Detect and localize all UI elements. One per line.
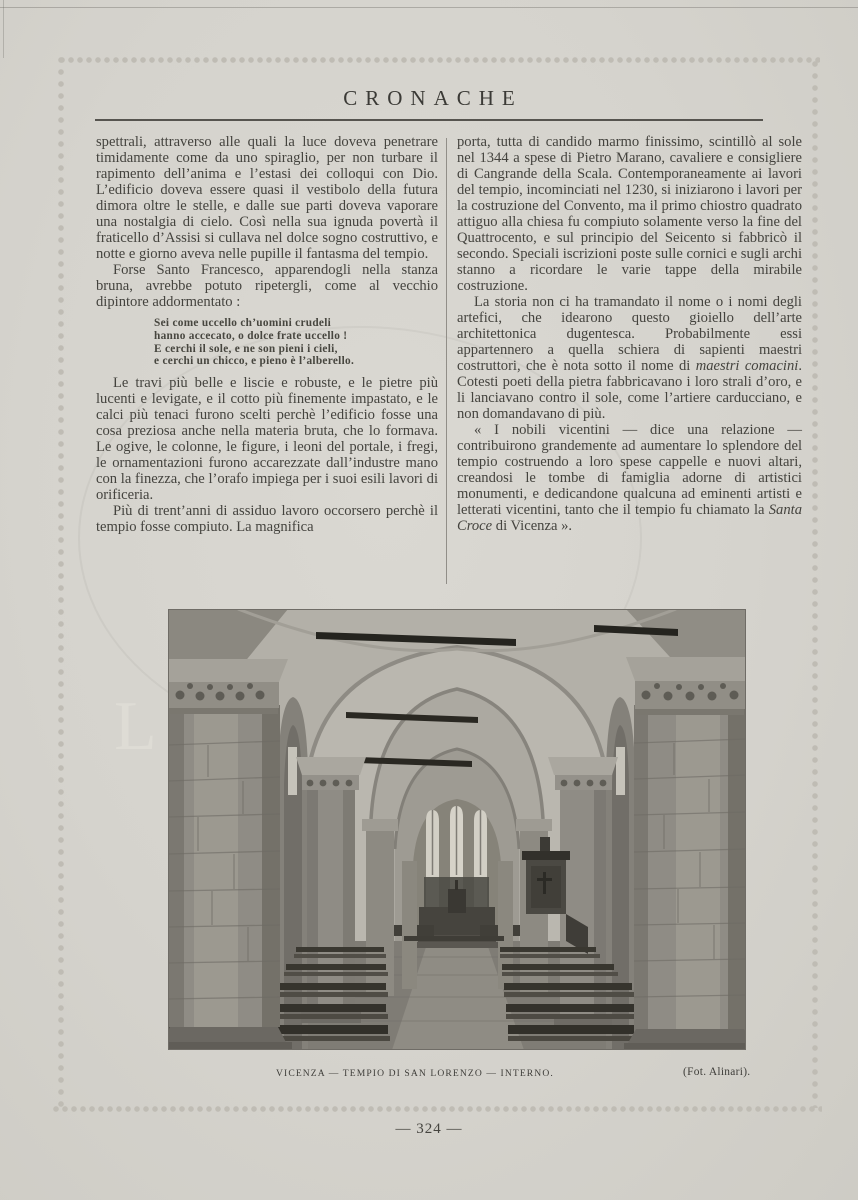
verse-block	[154, 317, 438, 368]
column-divider	[446, 138, 447, 584]
verse-line: hanno accecato, o dolce frate uccello !	[154, 329, 348, 342]
paragraph: spettrali, attraverso alle quali la luce doveva penetrare timidamente come da uno spiraglio, per non turbare il rapimento dell’anima e l’estasi dei colloqui con Dio. L’edificio doveva essere quasi il vestibolo della futura dimora oltre le stelle, e dalle sue parti doveva vaporare una nostalgia di cielo. Così nella sua ignuda povertà il fraticello d’Assisi si cullava nel dolce sogno costruttivo, e notte e giorno aveva nelle pupille il fantasma del tempio.	[96, 134, 438, 262]
right-column	[457, 134, 802, 534]
scan-edge-line	[0, 7, 858, 8]
border-right-beads	[811, 60, 819, 1108]
page-number: — 324 —	[395, 1121, 463, 1137]
border-top-beads	[58, 56, 820, 64]
header-rule	[95, 119, 763, 121]
paragraph: Le travi più belle e liscie e robuste, e le pietre più lucenti e levigate, e il cotto più finemente impastato, e le calci più tenaci furono scelti perchè l’edificio fosse una cosa preziosa anche nella materia bruta, che lo formava. Le ogive, le colonne, le figure, i leoni del portale, i fregi, le ornamentazioni furono accarezzate dall’industre mano con la finezza, che l’orafo impiega per i suoi esili lavori di orificeria.	[96, 375, 438, 504]
paragraph: Forse Santo Francesco, apparendogli nella stanza bruna, avrebbe potuto ripetergli, come al vecchio dipintore addormentato :	[96, 262, 438, 310]
verse-line: e cerchi un chicco, e pieno è l’alberello.	[154, 355, 355, 368]
photo-credit: (Fot. Alinari).	[683, 1066, 751, 1078]
paragraph: La storia non ci ha tramandato il nome o i nomi degli artefici, che idearono questo gioiello dell’arte architettonica dugentesca. Probabilmente essi appartennero a quella schiera di sapienti maestri costruttori, che è nota sotto il nome di maestri comacini. Cotesti poeti della pietra fabbricavano i loro strali d’oro, e li lanciavano contro il sole, come l’artiere carducciano, e non domandavano di più.	[457, 294, 802, 422]
photo-caption: VICENZA — TEMPIO DI SAN LORENZO — INTERNO.	[276, 1068, 554, 1079]
church-interior-photo	[168, 609, 746, 1050]
italic-phrase: Santa Croce	[457, 502, 802, 534]
paragraph: Più di trent’anni di assiduo lavoro occorsero perchè il tempio fosse compiuto. La magnifica	[96, 503, 438, 536]
verse-line: E cerchi il sole, e ne son pieni i cieli,	[154, 342, 338, 355]
paragraph: porta, tutta di candido marmo finissimo, scintillò al sole nel 1344 a spese di Pietro Marano, cavaliere e consigliere di Cangrande della Scala. Contemporaneamente ai lavori del tempio, incominciati nel 1230, si iniziarono i lavori per la costruzione del Convento, ma il primo chiostro quadrato attiguo alla chiesa fu compiuto solamente verso la fine del Quattrocento, e sul principio del Seicento si fabbricò il secondo. Speciali iscrizioni poste sulle cornici e sugli archi stanno a ricordare le varie tappe della mirabile costruzione.	[457, 134, 802, 294]
italic-phrase: maestri comacini	[695, 358, 799, 374]
left-column	[96, 134, 438, 535]
watermark-letter: L	[114, 688, 157, 765]
page-title: CRONACHE	[343, 86, 523, 110]
verse-line: Sei come uccello ch’uomini crudeli	[154, 317, 332, 329]
paragraph: « I nobili vicentini — dice una relazione — contribuirono grandemente ad aumentare lo splendore del tempio costruendo a loro spese cappelle e nuovi altari, creandosi le tombe di famiglia adorne di artistici monumenti, e dedicandone qualcuna ad eminenti artisti e letterati vicentini, tanto che il tempio fu chiamato la Santa Croce di Vicenza ».	[457, 422, 802, 534]
scan-edge-mark	[3, 0, 4, 58]
photo-frame	[168, 609, 746, 1050]
border-bottom-beads	[52, 1105, 822, 1113]
border-left-beads	[57, 56, 65, 1108]
